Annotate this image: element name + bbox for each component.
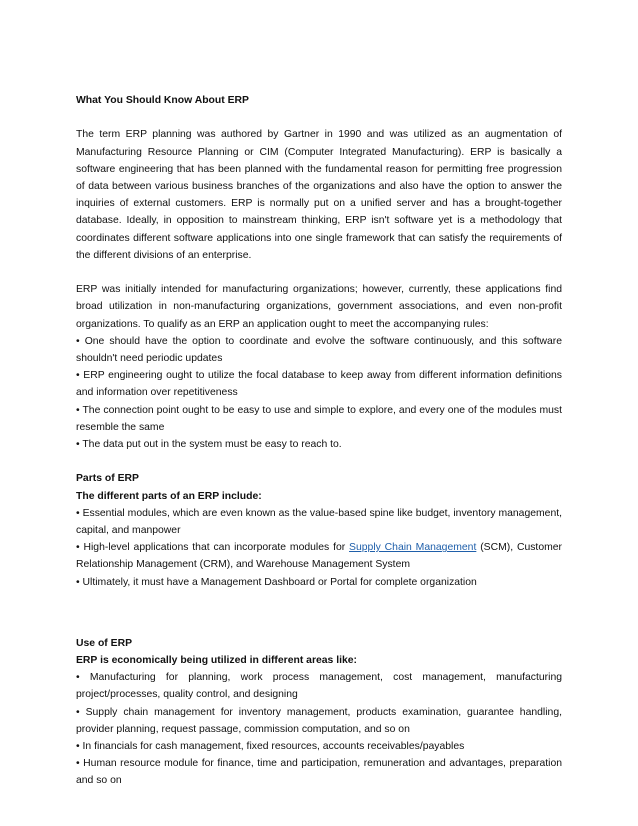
- parts-item-text: (SCM), Customer Relationship Management (CRM), and Warehouse Management System: [76, 542, 562, 571]
- document-title: What You Should Know About ERP: [76, 95, 249, 106]
- use-heading: Use of ERP: [76, 637, 133, 649]
- parts-item: [76, 539, 562, 573]
- parts-item: • Ultimately, it must have a Management Dashboard or Portal for complete organization: [76, 576, 477, 588]
- use-subheading: ERP is economically being utilized in different areas like:: [76, 655, 358, 667]
- spacer: [76, 109, 562, 126]
- parts-item: • Essential modules, which are even known as the value-based spine like budget, inventory management, capital, and manpower: [76, 507, 562, 537]
- rule-item: • The connection point ought to be easy to use and simple to explore, and every one of the modules must resemble the same: [76, 404, 562, 433]
- spacer: [76, 591, 562, 635]
- second-paragraph: ERP was initially intended for manufacturing organizations; however, currently, these applications find broad utilization in non-manufacturing organizations, government associations, and even non-profit organizations. To qualify as an ERP an application ought to meet the accompanying rules:: [76, 284, 562, 330]
- spacer: [76, 453, 562, 470]
- use-item: • Human resource module for finance, time and participation, remuneration and advantages, preparation and so on: [76, 758, 562, 787]
- document-page: [76, 92, 562, 790]
- parts-heading: Parts of ERP: [76, 473, 139, 485]
- supply-chain-management-link[interactable]: Supply Chain Management: [349, 542, 477, 554]
- use-item: • Supply chain management for inventory management, products examination, guarantee handling, provider planning, request passage, commission computation, and so on: [76, 706, 562, 735]
- rule-item: • ERP engineering ought to utilize the focal database to keep away from different information definitions and information over repetitiveness: [76, 370, 562, 399]
- intro-paragraph: The term ERP planning was authored by Gartner in 1990 and was utilized as an augmentation of Manufacturing Resource Planning or CIM (Computer Integrated Manufacturing). ERP is basically a software engineering that has been planned with the fundamental reason for permitting free progression of data between various business branches of the organizations and also have the option to answer the inquiries of external customers. ERP is normally put on a unified server and has a brought-together database. Ideally, in opposition to mainstream thinking, ERP isn't software yet is a methodology that coordinates different software applications into one single framework that can satisfy the requirements of the different divisions of an enterprise.: [76, 129, 562, 261]
- use-item: • Manufacturing for planning, work process management, cost management, manufacturing project/processes, quality control, and designing: [76, 672, 562, 701]
- parts-subheading: The different parts of an ERP include:: [76, 490, 262, 502]
- spacer: [76, 264, 562, 281]
- rule-item: • The data put out in the system must be easy to reach to.: [76, 439, 342, 451]
- parts-item-text: • High-level applications that can incorporate modules for: [76, 542, 350, 554]
- rule-item: • One should have the option to coordinate and evolve the software continuously, and this software shouldn't need periodic updates: [76, 335, 562, 365]
- use-item: • In financials for cash management, fixed resources, accounts receivables/payables: [76, 741, 465, 753]
